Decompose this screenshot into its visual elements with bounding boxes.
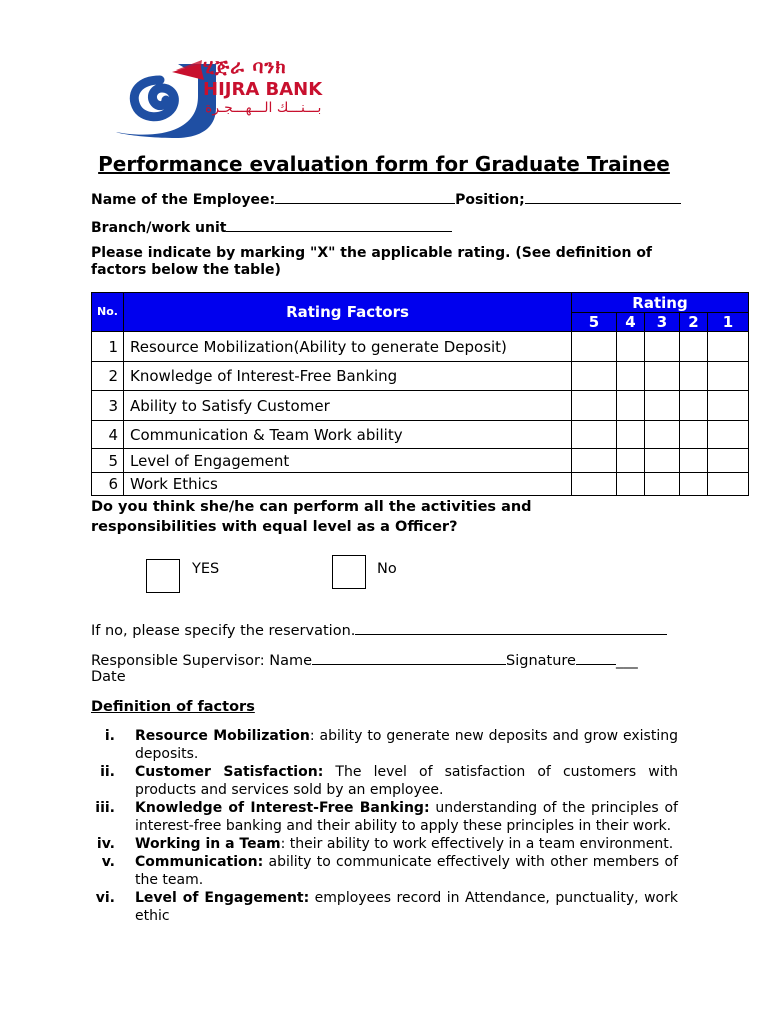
rating-cell-4[interactable]	[617, 473, 645, 496]
rating-cell-4[interactable]	[617, 391, 645, 421]
definitions-heading: Definition of factors	[91, 699, 255, 715]
rating-scale-2: 2	[680, 313, 708, 332]
rating-cell-3[interactable]	[645, 473, 680, 496]
supervisor-name-label: Responsible Supervisor: Name	[91, 653, 313, 669]
reservation-field[interactable]	[355, 620, 667, 635]
definition-text: understanding of the principles of interest-free banking and their ability to apply these principles in their work.	[135, 800, 678, 834]
table-row	[92, 421, 749, 449]
definition-number: iv.	[96, 836, 115, 852]
officer-question: Do you think she/he can perform all the activities and responsibilities with equal level as a Officer?	[91, 499, 532, 535]
rating-cell-5[interactable]	[572, 391, 617, 421]
name-separator: :	[269, 192, 276, 208]
rating-cell-5[interactable]	[572, 449, 617, 473]
row-number: 5	[92, 449, 124, 473]
definition-number: iii.	[95, 800, 115, 816]
list-item	[91, 763, 678, 799]
rating-cell-4[interactable]	[617, 449, 645, 473]
reservation-label: If no, please specify the reservation.	[91, 623, 356, 639]
rating-scale-1: 1	[708, 313, 749, 332]
rating-factor: Work Ethics	[124, 473, 572, 496]
rating-cell-2[interactable]	[680, 421, 708, 449]
rating-cell-1[interactable]	[708, 449, 749, 473]
rating-cell-3[interactable]	[645, 421, 680, 449]
list-item	[91, 835, 678, 853]
row-number: 6	[92, 473, 124, 496]
row-number: 1	[92, 332, 124, 362]
signature-label: Signature	[506, 653, 576, 669]
position-field[interactable]	[525, 189, 681, 204]
rating-cell-2[interactable]	[680, 473, 708, 496]
rating-cell-5[interactable]	[572, 473, 617, 496]
definition-number: v.	[101, 854, 115, 870]
rating-table	[91, 292, 749, 496]
definition-text: The level of satisfaction of customers with products and services sold by an employee.	[135, 764, 678, 798]
rating-cell-5[interactable]	[572, 332, 617, 362]
table-row	[92, 391, 749, 421]
instruction-text: Please indicate by marking "X" the applicable rating. (See definition of factors below the table)	[91, 245, 653, 278]
logo-english-text: HIJRA BANK	[203, 79, 323, 100]
employee-field-row	[91, 189, 681, 208]
supervisor-name-field[interactable]	[312, 650, 506, 665]
rating-scale-4: 4	[617, 313, 645, 332]
table-row	[92, 362, 749, 391]
rating-cell-4[interactable]	[617, 421, 645, 449]
rating-cell-1[interactable]	[708, 473, 749, 496]
rating-cell-2[interactable]	[680, 332, 708, 362]
rating-factor: Communication & Team Work ability	[124, 421, 572, 449]
no-label: No	[377, 561, 397, 577]
logo-amharic-text: ሂጅራ ባንክ	[203, 56, 287, 78]
rating-cell-1[interactable]	[708, 421, 749, 449]
definition-number: ii.	[100, 764, 115, 780]
rating-header: Rating	[572, 293, 749, 313]
definition-term: Level of Engagement:	[135, 890, 310, 906]
row-number: 3	[92, 391, 124, 421]
signature-tail: ___	[615, 653, 638, 669]
definition-number: i.	[104, 728, 115, 744]
list-item	[91, 853, 678, 889]
rating-cell-3[interactable]	[645, 391, 680, 421]
signature-field[interactable]	[576, 650, 616, 665]
table-row	[92, 449, 749, 473]
definition-text: employees record in Attendance, punctuality, work ethic	[135, 890, 678, 924]
definition-text: : their ability to work effectively in a team environment.	[280, 836, 674, 852]
date-label: Date	[91, 669, 126, 685]
rating-factor: Level of Engagement	[124, 449, 572, 473]
definition-term: Working in a Team	[135, 836, 281, 852]
rating-cell-5[interactable]	[572, 362, 617, 391]
rating-cell-1[interactable]	[708, 332, 749, 362]
rating-cell-1[interactable]	[708, 362, 749, 391]
definitions-list	[91, 727, 678, 925]
rating-scale-5: 5	[572, 313, 617, 332]
list-item	[91, 799, 678, 835]
definition-number: vi.	[95, 890, 115, 906]
branch-field[interactable]	[226, 217, 452, 232]
no-column-header: No.	[92, 293, 124, 332]
rating-factor: Ability to Satisfy Customer	[124, 391, 572, 421]
yes-checkbox[interactable]	[146, 559, 180, 593]
rating-cell-1[interactable]	[708, 391, 749, 421]
table-row	[92, 473, 749, 496]
table-row	[92, 332, 749, 362]
list-item	[91, 727, 678, 763]
rating-cell-2[interactable]	[680, 391, 708, 421]
row-number: 2	[92, 362, 124, 391]
no-checkbox[interactable]	[332, 555, 366, 589]
rating-cell-2[interactable]	[680, 449, 708, 473]
definition-term: Customer Satisfaction:	[135, 764, 324, 780]
branch-field-row	[91, 217, 452, 236]
name-field[interactable]	[275, 189, 455, 204]
rating-factors-header: Rating Factors	[124, 293, 572, 332]
rating-cell-3[interactable]	[645, 449, 680, 473]
form-title: Performance evaluation form for Graduate Trainee	[98, 152, 670, 176]
position-label: Position;	[455, 192, 525, 208]
branch-label: Branch/work unit	[91, 220, 227, 236]
yes-label: YES	[192, 561, 220, 577]
rating-cell-4[interactable]	[617, 362, 645, 391]
rating-cell-3[interactable]	[645, 332, 680, 362]
rating-factor: Knowledge of Interest-Free Banking	[124, 362, 572, 391]
definition-term: Communication:	[135, 854, 264, 870]
rating-cell-5[interactable]	[572, 421, 617, 449]
rating-cell-3[interactable]	[645, 362, 680, 391]
list-item	[91, 889, 678, 925]
rating-factor: Resource Mobilization(Ability to generate Deposit)	[124, 332, 572, 362]
supervisor-row	[91, 650, 638, 669]
name-label: Name of the Employee	[91, 192, 270, 208]
definition-term: Knowledge of Interest-Free Banking:	[135, 800, 430, 816]
rating-scale-3: 3	[645, 313, 680, 332]
definition-term: Resource Mobilization	[135, 728, 310, 744]
definition-text: ability to communicate effectively with other members of the team.	[135, 854, 678, 888]
row-number: 4	[92, 421, 124, 449]
definition-text: : ability to generate new deposits and grow existing deposits.	[135, 728, 678, 762]
logo-arabic-text: بـــنـــك الـــهـــجـرة	[205, 100, 322, 116]
rating-cell-4[interactable]	[617, 332, 645, 362]
reservation-row	[91, 620, 667, 639]
rating-cell-2[interactable]	[680, 362, 708, 391]
